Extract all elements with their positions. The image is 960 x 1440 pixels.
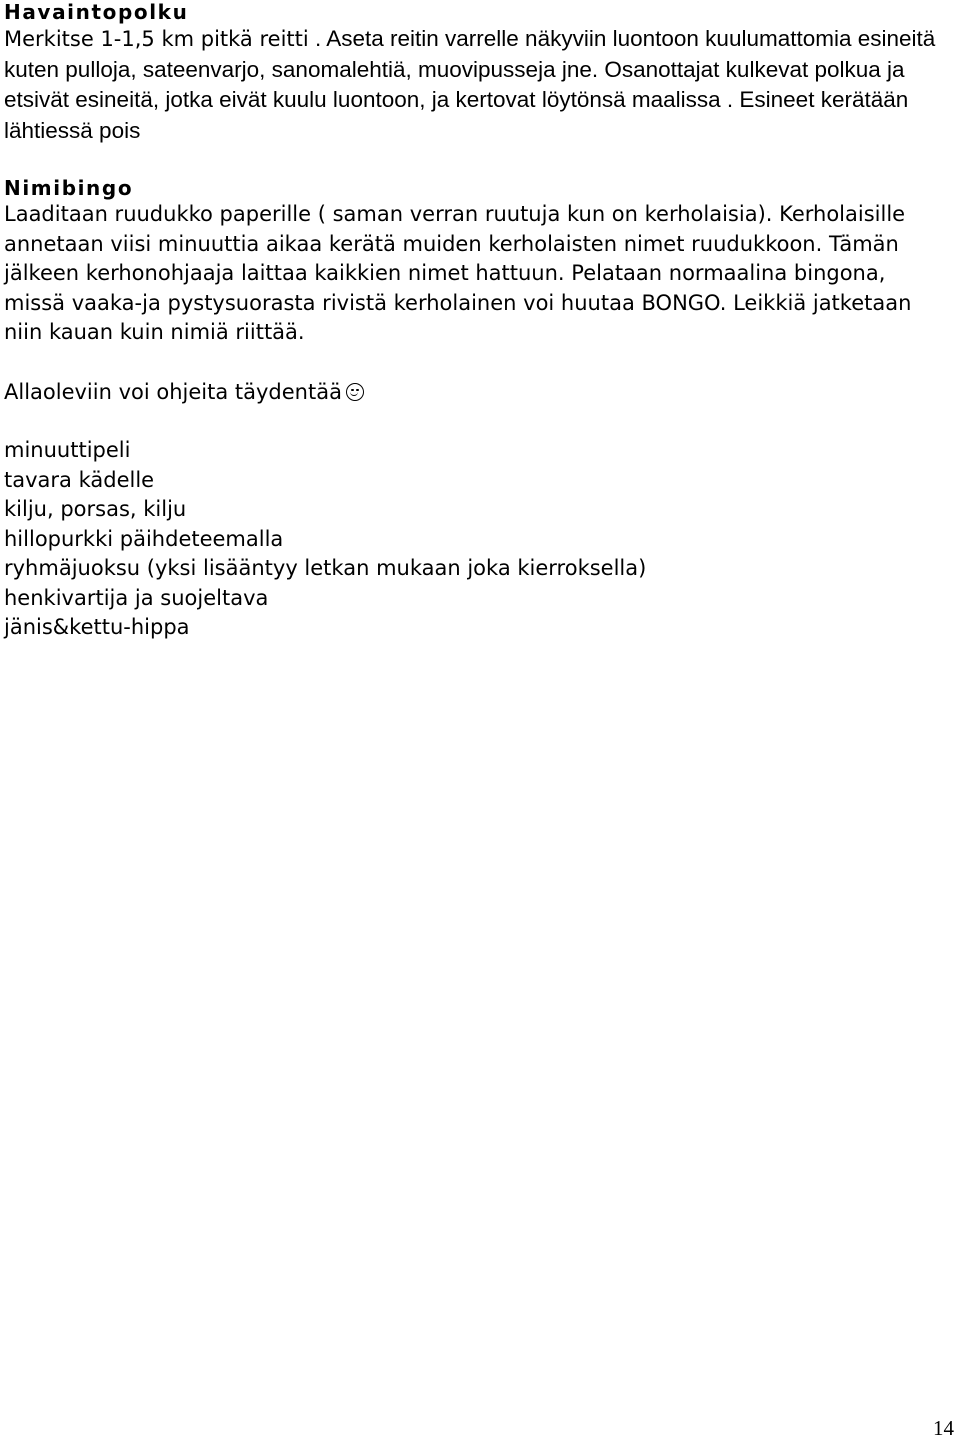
section-havaintopolku	[4, 0, 952, 146]
spacer	[4, 348, 952, 378]
document-page	[4, 0, 952, 643]
spacer	[4, 146, 952, 176]
body-text-start: Merkitse 1-1,5 km pitkä reitti	[4, 27, 309, 51]
list-item: kilju, porsas, kilju	[4, 497, 187, 521]
section-body-nimibingo: Laaditaan ruudukko paperille ( saman verran ruutuja kun on kerholaisia). Kerholaisille annetaan viisi minuuttia aikaa kerätä muiden kerholaisten nimet ruudukkoon. Tämän jälkeen kerhonohjaaja laittaa kaikkien nimet hattuun. Pelataan normaalina bingona, missä vaaka-ja pystysuorasta rivistä kerholainen voi huutaa BONGO. Leikkiä jatketaan niin kauan kuin nimiä riittää.	[4, 202, 912, 344]
smiley-icon	[346, 383, 364, 401]
section-heading-nimibingo: Nimibingo	[4, 176, 134, 200]
page-number: 14	[933, 1416, 954, 1440]
section-nimibingo	[4, 176, 952, 348]
note-text: Allaoleviin voi ohjeita täydentää	[4, 379, 342, 404]
spacer	[4, 407, 952, 436]
list-item: hillopurkki päihdeteemalla	[4, 526, 284, 551]
section-body-havaintopolku	[4, 24, 952, 146]
games-list	[4, 436, 952, 643]
list-item: jänis&kettu-hippa	[4, 615, 190, 639]
body-text-rest: . Aseta reitin varrelle näkyviin luontoon kuulumattomia esineitä kuten pulloja, sateenvarjo, sanomalehtiä, muovipusseja jne. Osanottajat kulkevat polkua ja etsivät esineitä, jotka eivät kuulu luontoon, ja kertovat löytönsä maalissa . Esineet kerätään lähtiessä pois	[4, 26, 936, 143]
list-item: minuuttipeli	[4, 438, 131, 462]
note-line	[4, 378, 952, 408]
section-heading-havaintopolku: Havaintopolku	[4, 0, 189, 24]
list-item: tavara kädelle	[4, 467, 155, 492]
list-item: ryhmäjuoksu (yksi lisääntyy letkan mukaan joka kierroksella)	[4, 556, 647, 580]
list-item: henkivartija ja suojeltava	[4, 585, 269, 610]
